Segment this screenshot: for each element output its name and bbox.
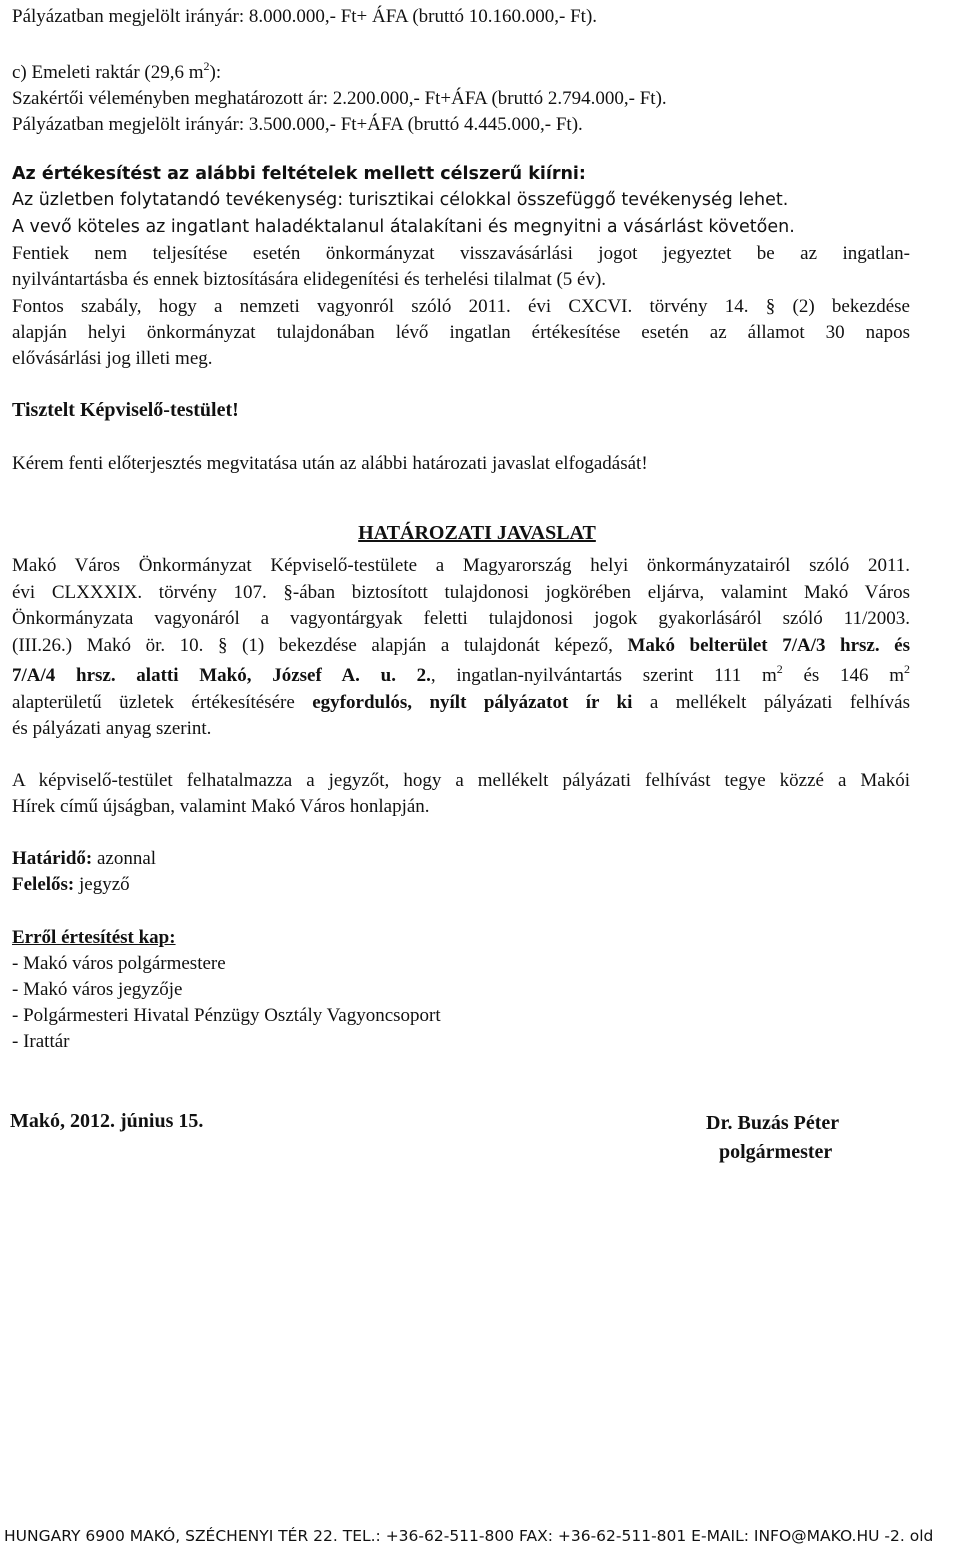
superscript: 2 (904, 662, 910, 676)
conditions-heading: Az értékesítést az alábbi feltételek mellett célszerű kiírni: (12, 164, 586, 184)
section-c-heading-end: ): (209, 62, 222, 83)
deadline-label: Határidő: (12, 848, 93, 869)
section-c-heading (12, 60, 221, 86)
superscript: 2 (776, 662, 783, 676)
resolution-title: HATÁROZATI JAVASLAT (358, 522, 596, 544)
conditions-para1-line2: nyilvántartásba és ennek biztosítására elidegenítési és terhelési tilalmat (5 év). (12, 269, 607, 290)
section-c-heading-text: c) Emeleti raktár (29,6 m (12, 62, 204, 83)
deadline-value: azonnal (92, 848, 157, 869)
tender-type-bold: egyfordulós, nyílt pályázatot ír ki (312, 692, 633, 713)
salutation: Tisztelt Képviselő-testület! (12, 399, 239, 421)
deadline-line (12, 846, 156, 872)
notify-heading: Erről értesítést kap: (12, 927, 176, 948)
resolution-line-3: Önkormányzata vagyonáról a vagyontárgyak feletti tulajdonosi jogok gyakorlásáról szóló 11/2003. (12, 608, 910, 629)
price-line-b: Pályázatban megjelölt irányár: 8.000.000,- Ft+ ÁFA (bruttó 10.160.000,- Ft). (12, 6, 598, 27)
conditions-para2-line1: Fontos szabály, hogy a nemzeti vagyonról szóló 2011. évi CXCVI. törvény 14. § (2) bekezdése (12, 296, 910, 317)
notify-item: - Makó város polgármestere (12, 953, 226, 974)
resolution-line-6-end: a mellékelt pályázati felhívás (632, 692, 910, 713)
conditions-para2-line2: alapján helyi önkormányzat tulajdonában lévő ingatlan értékesítése esetén az államot 30 napos (12, 322, 910, 343)
resolution-line-5 (12, 663, 910, 689)
page-footer: HUNGARY 6900 MAKÓ, SZÉCHENYI TÉR 22. TEL.: +36-62-511-800 FAX: +36-62-511-801 E-MAIL: INFO@MAKO.HU -2. old (4, 1527, 934, 1545)
conditions-para2-line3: elővásárlási jog illeti meg. (12, 348, 213, 369)
resolution-line-6 (12, 690, 910, 716)
conditions-line-1: Az üzletben folytatandó tevékenység: turisztikai célokkal összefüggő tevékenység lehet. (12, 190, 789, 210)
signatory-title: polgármester (719, 1141, 833, 1163)
property-id-bold: Makó belterület 7/A/3 hrsz. és (627, 635, 910, 656)
resolution-line-1: Makó Város Önkormányzat Képviselő-testülete a Magyarország helyi önkormányzatairól szóló 2011. (12, 555, 910, 576)
area-text-1: , ingatlan-nyilvántartás szerint 111 m (430, 665, 777, 686)
resolution-line-4-text: (III.26.) Makó ör. 10. § (1) bekezdése alapján a tulajdonát képező, (12, 635, 628, 656)
superscript: 2 (203, 59, 210, 73)
section-c-asking-price: Pályázatban megjelölt irányár: 3.500.000,- Ft+ÁFA (bruttó 4.445.000,- Ft). (12, 114, 583, 135)
signatory-name: Dr. Buzás Péter (706, 1112, 840, 1134)
section-c-expert-price: Szakértői véleményben meghatározott ár: 2.200.000,- Ft+ÁFA (bruttó 2.794.000,- Ft). (12, 88, 667, 109)
conditions-line-2: A vevő köteles az ingatlant haladéktalanul átalakítani és megnyitni a vásárlást követően. (12, 217, 795, 237)
responsible-label: Felelős: (12, 874, 75, 895)
area-text-2: és 146 m (782, 665, 904, 686)
responsible-value: jegyző (74, 874, 130, 895)
notify-item: - Polgármesteri Hivatal Pénzügy Osztály Vagyoncsoport (12, 1005, 441, 1026)
place-date: Makó, 2012. június 15. (10, 1110, 204, 1132)
notify-item: - Irattár (12, 1031, 70, 1052)
notify-item: - Makó város jegyzője (12, 979, 183, 1000)
resolution-line-7: és pályázati anyag szerint. (12, 718, 212, 739)
property-address-bold: 7/A/4 hrsz. alatti Makó, József A. u. 2. (12, 665, 431, 686)
resolution-line-4 (12, 633, 910, 659)
publication-line-2: Hírek című újságban, valamint Makó Város honlapján. (12, 796, 430, 817)
publication-line-1: A képviselő-testület felhatalmazza a jegyzőt, hogy a mellékelt pályázati felhívást tegye közzé a Makói (12, 770, 910, 791)
request-line: Kérem fenti előterjesztés megvitatása után az alábbi határozati javaslat elfogadását! (12, 453, 648, 474)
resolution-line-6-text: alapterületű üzletek értékesítésére (12, 692, 313, 713)
conditions-para1-line1: Fentiek nem teljesítése esetén önkormányzat visszavásárlási jogot jegyeztet be az ingatlan- (12, 243, 910, 264)
responsible-line (12, 872, 130, 898)
resolution-line-2: évi CLXXXIX. törvény 107. §-ában biztosított tulajdonosi jogkörében eljárva, valamint Makó Város (12, 582, 910, 603)
